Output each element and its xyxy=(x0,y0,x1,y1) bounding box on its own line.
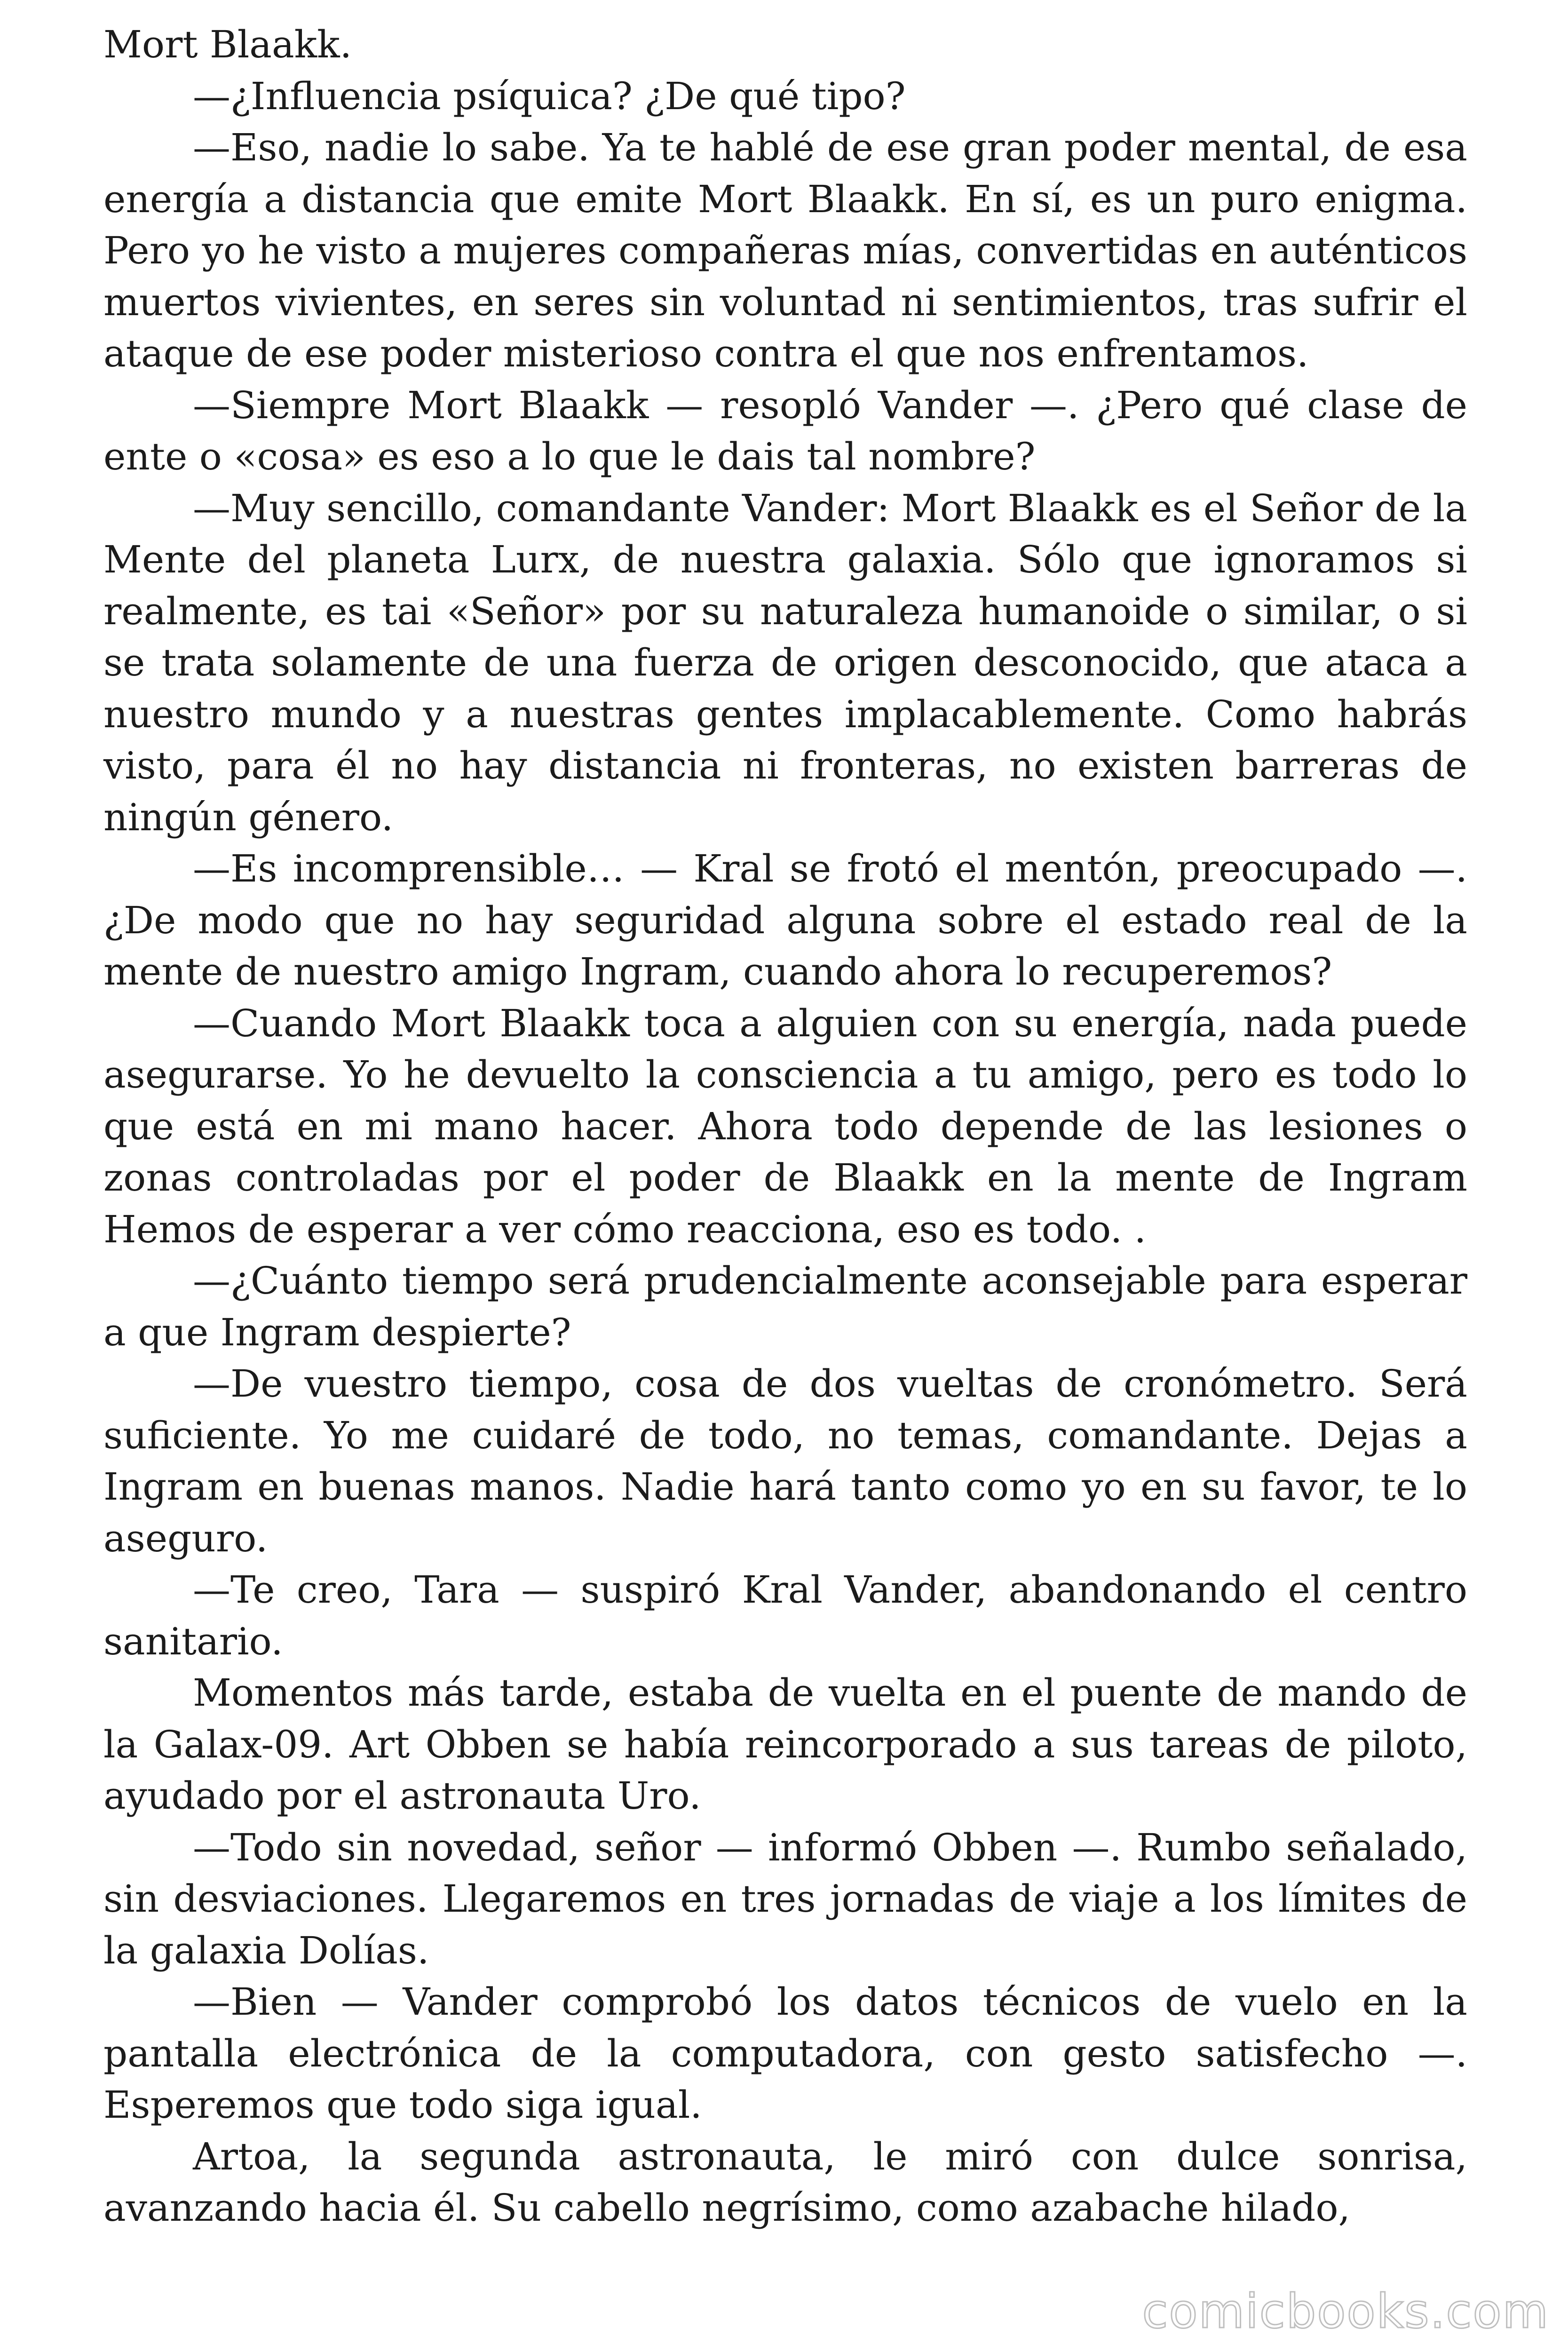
paragraph: Momentos más tarde, estaba de vuelta en el puente de mando de la Galax-09. Art Obben se había reincorporado a sus tareas de piloto, ayudado por el astronauta Uro. xyxy=(103,1671,1467,1818)
paragraph: —Todo sin novedad, señor — informó Obben —. Rumbo señalado, sin desviaciones. Llegaremos en tres jornadas de viaje a los límites de la galaxia Dolías. xyxy=(103,1825,1467,1972)
paragraph: —Cuando Mort Blaakk toca a alguien con su energía, nada puede asegurarse. Yo he devuelto la consciencia a tu amigo, pero es todo lo que está en mi mano hacer. Ahora todo depende de las lesiones o zonas controladas por el poder de Blaakk en la mente de Ingram Hemos de esperar a ver cómo reacciona, eso es todo. . xyxy=(103,1001,1467,1251)
paragraph: —Bien — Vander comprobó los datos técnicos de vuelo en la pantalla electrónica de la computadora, con gesto satisfecho —. Esperemos que todo siga igual. xyxy=(103,1980,1467,2127)
paragraph: —¿Cuánto tiempo será prudencialmente aconsejable para esperar a que Ingram despierte? xyxy=(103,1259,1467,1354)
paragraph: —Siempre Mort Blaakk — resopló Vander —. ¿Pero qué clase de ente o «cosa» es eso a lo que le dais tal nombre? xyxy=(103,383,1467,478)
paragraph: —¿Influencia psíquica? ¿De qué tipo? xyxy=(193,74,906,118)
page-text xyxy=(103,19,1467,2234)
paragraph: —Es incomprensible… — Kral se frotó el mentón, preocupado —. ¿De modo que no hay seguridad alguna sobre el estado real de la mente de nuestro amigo Ingram, cuando ahora lo recuperemos? xyxy=(103,847,1467,993)
paragraph: —Eso, nadie lo sabe. Ya te hablé de ese gran poder mental, de esa energía a distancia que emite Mort Blaakk. En sí, es un puro enigma. Pero yo he visto a mujeres compañeras mías, convertidas en auténticos muertos vivientes, en seres sin voluntad ni sentimientos, tras sufrir el ataque de ese poder misterioso contra el que nos enfrentamos. xyxy=(103,126,1467,375)
paragraph: —Muy sencillo, comandante Vander: Mort Blaakk es el Señor de la Mente del planeta Lurx, de nuestra galaxia. Sólo que ignoramos si realmente, es tai «Señor» por su naturaleza humanoide o similar, o si se trata solamente de una fuerza de origen desconocido, que ataca a nuestro mundo y a nuestras gentes implacablemente. Como habrás visto, para él no hay distancia ni fronteras, no existen barreras de ningún género. xyxy=(103,486,1467,839)
watermark: comicbooks.com xyxy=(1142,2284,1549,2339)
paragraph: —Te creo, Tara — suspiró Kral Vander, abandonando el centro sanitario. xyxy=(103,1568,1467,1663)
paragraph: Artoa, la segunda astronauta, le miró con dulce sonrisa, avanzando hacia él. Su cabello negrísimo, como azabache hilado, xyxy=(103,2134,1467,2230)
paragraph: —De vuestro tiempo, cosa de dos vueltas de cronómetro. Será suficiente. Yo me cuidaré de todo, no temas, comandante. Dejas a Ingram en buenas manos. Nadie hará tanto como yo en su favor, te lo aseguro. xyxy=(103,1362,1467,1560)
paragraph: Mort Blaakk. xyxy=(103,23,352,66)
